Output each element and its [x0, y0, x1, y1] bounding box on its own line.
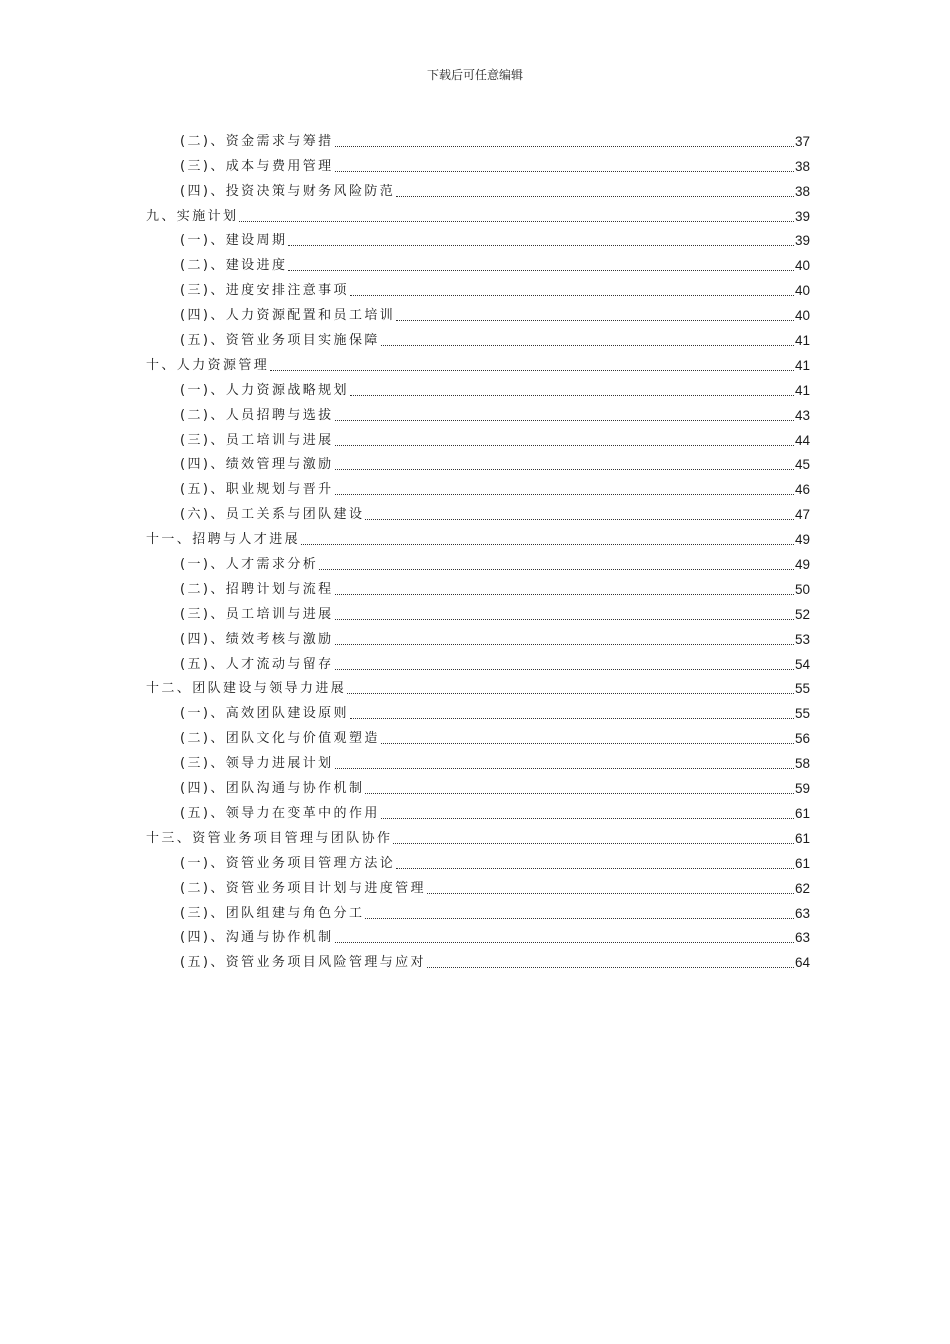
toc-entry-page-number: 49	[794, 557, 810, 573]
toc-entry-page-number: 63	[794, 930, 810, 946]
toc-entry-page-number: 39	[794, 233, 810, 249]
toc-entry-page-number: 39	[794, 208, 810, 224]
toc-entry[interactable]	[146, 798, 810, 823]
toc-entry-title: (三)、领导力进展计划	[180, 756, 334, 772]
toc-entry-page-number: 46	[794, 482, 810, 498]
toc-entry-page-number: 53	[794, 631, 810, 647]
toc-entry[interactable]	[146, 325, 810, 350]
toc-dot-leader	[335, 669, 794, 670]
toc-entry-page-number: 37	[794, 133, 810, 149]
table-of-contents	[146, 126, 810, 972]
toc-entry[interactable]	[146, 599, 810, 624]
toc-dot-leader	[381, 345, 794, 346]
toc-dot-leader	[239, 221, 794, 222]
toc-entry-title: (一)、人力资源战略规划	[180, 382, 349, 398]
toc-entry-page-number: 38	[794, 158, 810, 174]
toc-entry-title: (三)、员工培训与进展	[180, 432, 334, 448]
toc-entry[interactable]	[146, 499, 810, 524]
toc-entry[interactable]	[146, 823, 810, 848]
toc-entry[interactable]	[146, 698, 810, 723]
toc-entry[interactable]	[146, 275, 810, 300]
toc-entry-page-number: 61	[794, 830, 810, 846]
toc-dot-leader	[335, 942, 794, 943]
toc-entry-title: 九、实施计划	[146, 208, 239, 224]
toc-entry-page-number: 40	[794, 283, 810, 299]
toc-dot-leader	[427, 893, 794, 894]
toc-entry-title: (五)、资管业务项目实施保障	[180, 333, 380, 349]
toc-entry-title: (五)、人才流动与留存	[180, 656, 334, 672]
toc-entry-title: (五)、领导力在变革中的作用	[180, 805, 380, 821]
toc-entry-title: (二)、招聘计划与流程	[180, 581, 334, 597]
toc-dot-leader	[335, 619, 794, 620]
toc-dot-leader	[396, 868, 794, 869]
toc-entry-title: 十三、资管业务项目管理与团队协作	[146, 830, 393, 846]
toc-entry-title: (四)、沟通与协作机制	[180, 930, 334, 946]
toc-entry[interactable]	[146, 425, 810, 450]
toc-entry-title: (一)、资管业务项目管理方法论	[180, 855, 396, 871]
toc-entry[interactable]	[146, 450, 810, 475]
toc-entry-title: (三)、进度安排注意事项	[180, 283, 349, 299]
toc-entry[interactable]	[146, 226, 810, 251]
toc-dot-leader	[301, 544, 794, 545]
toc-dot-leader	[335, 644, 794, 645]
toc-entry-page-number: 41	[794, 333, 810, 349]
toc-dot-leader	[335, 146, 794, 147]
toc-entry[interactable]	[146, 624, 810, 649]
toc-entry-page-number: 38	[794, 183, 810, 199]
toc-dot-leader	[335, 768, 794, 769]
toc-entry-page-number: 58	[794, 756, 810, 772]
toc-entry-page-number: 61	[794, 855, 810, 871]
toc-entry-page-number: 50	[794, 581, 810, 597]
toc-dot-leader	[335, 445, 794, 446]
toc-entry-page-number: 47	[794, 507, 810, 523]
toc-entry[interactable]	[146, 250, 810, 275]
toc-entry[interactable]	[146, 126, 810, 151]
toc-dot-leader	[365, 918, 794, 919]
toc-entry-page-number: 45	[794, 457, 810, 473]
toc-entry[interactable]	[146, 375, 810, 400]
toc-entry[interactable]	[146, 923, 810, 948]
toc-entry-title: (四)、绩效考核与激励	[180, 631, 334, 647]
toc-entry[interactable]	[146, 400, 810, 425]
toc-entry[interactable]	[146, 649, 810, 674]
toc-entry[interactable]	[146, 873, 810, 898]
toc-dot-leader	[427, 967, 794, 968]
toc-entry-page-number: 49	[794, 532, 810, 548]
toc-entry-title: (三)、团队组建与角色分工	[180, 905, 365, 921]
toc-entry-title: (一)、建设周期	[180, 233, 288, 249]
toc-dot-leader	[335, 469, 794, 470]
toc-entry-page-number: 44	[794, 432, 810, 448]
toc-entry-title: (四)、绩效管理与激励	[180, 457, 334, 473]
toc-entry-title: (三)、成本与费用管理	[180, 158, 334, 174]
toc-dot-leader	[365, 793, 794, 794]
toc-entry-page-number: 59	[794, 781, 810, 797]
toc-entry-title: 十、人力资源管理	[146, 357, 270, 373]
toc-dot-leader	[270, 370, 794, 371]
toc-entry-title: (一)、人才需求分析	[180, 557, 319, 573]
toc-entry-title: (二)、人员招聘与选拔	[180, 407, 334, 423]
toc-dot-leader	[396, 320, 794, 321]
toc-dot-leader	[335, 594, 794, 595]
toc-dot-leader	[335, 494, 794, 495]
toc-entry-title: (二)、资金需求与筹措	[180, 133, 334, 149]
toc-entry[interactable]	[146, 300, 810, 325]
toc-entry[interactable]	[146, 773, 810, 798]
toc-entry-page-number: 41	[794, 357, 810, 373]
toc-entry-title: (二)、建设进度	[180, 258, 288, 274]
toc-entry-title: (一)、高效团队建设原则	[180, 706, 349, 722]
toc-entry[interactable]	[146, 674, 810, 699]
toc-entry-title: 十二、团队建设与领导力进展	[146, 681, 347, 697]
toc-entry[interactable]	[146, 151, 810, 176]
toc-entry-title: (四)、团队沟通与协作机制	[180, 781, 365, 797]
page-header: 下载后可任意编辑	[426, 68, 523, 82]
toc-dot-leader	[335, 420, 794, 421]
toc-entry-title: (四)、人力资源配置和员工培训	[180, 308, 396, 324]
toc-dot-leader	[365, 519, 794, 520]
toc-entry-page-number: 64	[794, 955, 810, 971]
toc-entry-title: (五)、职业规划与晋升	[180, 482, 334, 498]
toc-entry-page-number: 63	[794, 905, 810, 921]
toc-entry[interactable]	[146, 898, 810, 923]
toc-entry-page-number: 56	[794, 731, 810, 747]
toc-dot-leader	[319, 569, 794, 570]
toc-entry-title: (三)、员工培训与进展	[180, 606, 334, 622]
toc-entry-page-number: 43	[794, 407, 810, 423]
toc-entry-page-number: 52	[794, 606, 810, 622]
toc-dot-leader	[396, 196, 794, 197]
toc-entry[interactable]	[146, 574, 810, 599]
toc-entry-title: (六)、员工关系与团队建设	[180, 507, 365, 523]
toc-entry-page-number: 40	[794, 258, 810, 274]
toc-dot-leader	[350, 295, 794, 296]
toc-dot-leader	[335, 171, 794, 172]
toc-entry-page-number: 55	[794, 706, 810, 722]
toc-entry[interactable]	[146, 947, 810, 972]
toc-entry[interactable]	[146, 524, 810, 549]
toc-dot-leader	[381, 743, 794, 744]
toc-entry-title: (四)、投资决策与财务风险防范	[180, 183, 396, 199]
toc-entry[interactable]	[146, 549, 810, 574]
toc-entry-title: 十一、招聘与人才进展	[146, 532, 301, 548]
toc-dot-leader	[288, 245, 794, 246]
toc-entry[interactable]	[146, 176, 810, 201]
toc-entry[interactable]	[146, 350, 810, 375]
toc-dot-leader	[350, 718, 794, 719]
toc-entry-title: (五)、资管业务项目风险管理与应对	[180, 955, 426, 971]
toc-entry-page-number: 40	[794, 308, 810, 324]
toc-entry[interactable]	[146, 474, 810, 499]
toc-entry[interactable]	[146, 748, 810, 773]
toc-entry-title: (二)、团队文化与价值观塑造	[180, 731, 380, 747]
toc-entry[interactable]	[146, 201, 810, 226]
toc-entry-page-number: 41	[794, 382, 810, 398]
toc-entry[interactable]	[146, 723, 810, 748]
toc-dot-leader	[288, 270, 794, 271]
toc-dot-leader	[347, 693, 794, 694]
toc-dot-leader	[350, 395, 794, 396]
toc-entry-title: (二)、资管业务项目计划与进度管理	[180, 880, 426, 896]
toc-entry-page-number: 54	[794, 656, 810, 672]
toc-dot-leader	[381, 818, 794, 819]
toc-entry-page-number: 62	[794, 880, 810, 896]
toc-dot-leader	[393, 843, 794, 844]
toc-entry-page-number: 61	[794, 805, 810, 821]
toc-entry-page-number: 55	[794, 681, 810, 697]
toc-entry[interactable]	[146, 848, 810, 873]
